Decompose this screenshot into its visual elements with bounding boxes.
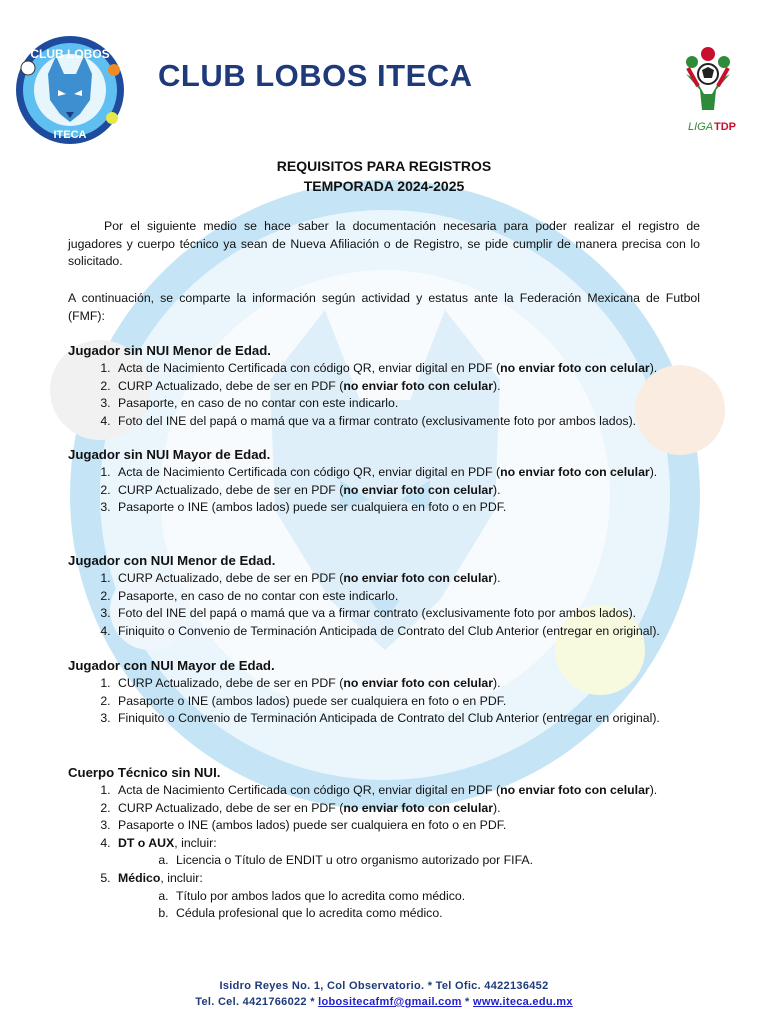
list-item-medico: 5. Médico, incluir: a. Título por ambos lados que lo acredita como médico. b. Cédula profesional que lo acredita como médico. bbox=[114, 870, 700, 923]
section-heading: Jugador sin NUI Menor de Edad. bbox=[68, 343, 271, 358]
sub-item: a. Licencia o Título de ENDIT u otro organismo autorizado por FIFA. bbox=[172, 852, 700, 870]
club-lobos-logo bbox=[14, 34, 126, 146]
footer-line-1: Isidro Reyes No. 1, Col Observatorio. * Tel Ofic. 4422136452 bbox=[219, 980, 549, 992]
list-item: 3. Pasaporte o INE (ambos lados) puede ser cualquiera en foto o en PDF. bbox=[114, 499, 700, 517]
list-item: 1. CURP Actualizado, debe de ser en PDF (no enviar foto con celular). bbox=[114, 675, 700, 693]
list-item: 3. Pasaporte, en caso de no contar con este indicarlo. bbox=[114, 395, 700, 413]
list-item: 4. Finiquito o Convenio de Terminación Anticipada de Contrato del Club Anterior (entregar en original). bbox=[114, 623, 700, 641]
footer-line-2 bbox=[0, 994, 768, 1010]
section-con-nui-menor bbox=[68, 552, 700, 640]
list-item: 2. CURP Actualizado, debe de ser en PDF (no enviar foto con celular). bbox=[114, 800, 700, 818]
logo-text-bottom: ITECA bbox=[53, 129, 87, 141]
section-con-nui-mayor bbox=[68, 657, 700, 728]
website-link[interactable]: www.iteca.edu.mx bbox=[472, 996, 573, 1008]
section-heading: Jugador con NUI Menor de Edad. bbox=[68, 553, 276, 568]
liga-text: LIGA bbox=[688, 121, 714, 133]
list-item: 1. Acta de Nacimiento Certificada con código QR, enviar digital en PDF (no enviar foto con celular). bbox=[114, 360, 700, 378]
section-heading: Jugador con NUI Mayor de Edad. bbox=[68, 658, 275, 673]
list-item: 2. CURP Actualizado, debe de ser en PDF (no enviar foto con celular). bbox=[114, 378, 700, 396]
tdp-text: TDP bbox=[714, 121, 736, 133]
intro-paragraph: Por el siguiente medio se hace saber la documentación necesaria para poder realizar el registro de jugadores y cuerpo técnico ya sean de Nueva Afiliación o de Registro, se pide cumplir de manera precisa con lo solicitado. bbox=[68, 219, 700, 269]
logo-text-top: CLUB LOBOS bbox=[30, 47, 110, 61]
section-heading: Cuerpo Técnico sin NUI. bbox=[68, 765, 221, 780]
list-item: 1. Acta de Nacimiento Certificada con código QR, enviar digital en PDF (no enviar foto con celular). bbox=[114, 782, 700, 800]
list-item: 3. Finiquito o Convenio de Terminación Anticipada de Contrato del Club Anterior (entregar en original). bbox=[114, 710, 700, 728]
document-title bbox=[68, 156, 700, 196]
list-item: 2. CURP Actualizado, debe de ser en PDF (no enviar foto con celular). bbox=[114, 482, 700, 500]
list-item: 2. Pasaporte o INE (ambos lados) puede ser cualquiera en foto o en PDF. bbox=[114, 693, 700, 711]
list-item: 1. Acta de Nacimiento Certificada con código QR, enviar digital en PDF (no enviar foto con celular). bbox=[114, 464, 700, 482]
list-item: 3. Foto del INE del papá o mamá que va a firmar contrato (exclusivamente foto por ambos lados). bbox=[114, 605, 700, 623]
sub-item: b. Cédula profesional que lo acredita como médico. bbox=[172, 905, 700, 923]
list-item-dt-aux: 4. DT o AUX, incluir: a. Licencia o Título de ENDIT u otro organismo autorizado por FIFA. bbox=[114, 835, 700, 870]
footer-separator: * bbox=[461, 996, 473, 1008]
section-sin-nui-menor bbox=[68, 342, 700, 430]
section-sin-nui-mayor bbox=[68, 446, 700, 517]
list-item: 4. Foto del INE del papá o mamá que va a firmar contrato (exclusivamente foto por ambos lados). bbox=[114, 413, 700, 431]
section-cuerpo-tecnico bbox=[68, 764, 700, 923]
liga-tdp-logo bbox=[672, 40, 744, 140]
sub-item: a. Título por ambos lados que lo acredita como médico. bbox=[172, 888, 700, 906]
intro-paragraph-2: A continuación, se comparte la información según actividad y estatus ante la Federación Mexicana de Futbol (FMF): bbox=[68, 291, 700, 323]
title-line-1: REQUISITOS PARA REGISTROS bbox=[276, 158, 492, 174]
list-item: 3. Pasaporte o INE (ambos lados) puede ser cualquiera en foto o en PDF. bbox=[114, 817, 700, 835]
list-item: 1. CURP Actualizado, debe de ser en PDF (no enviar foto con celular). bbox=[114, 570, 700, 588]
section-heading: Jugador sin NUI Mayor de Edad. bbox=[68, 447, 271, 462]
footer bbox=[0, 978, 768, 1010]
club-title: CLUB LOBOS ITECA bbox=[158, 58, 473, 93]
title-line-2: TEMPORADA 2024-2025 bbox=[303, 178, 465, 194]
email-link[interactable]: lobositecafmf@gmail.com bbox=[318, 996, 462, 1008]
footer-phone: Tel. Cel. 4421766022 * bbox=[195, 996, 319, 1008]
list-item: 2. Pasaporte, en caso de no contar con este indicarlo. bbox=[114, 588, 700, 606]
